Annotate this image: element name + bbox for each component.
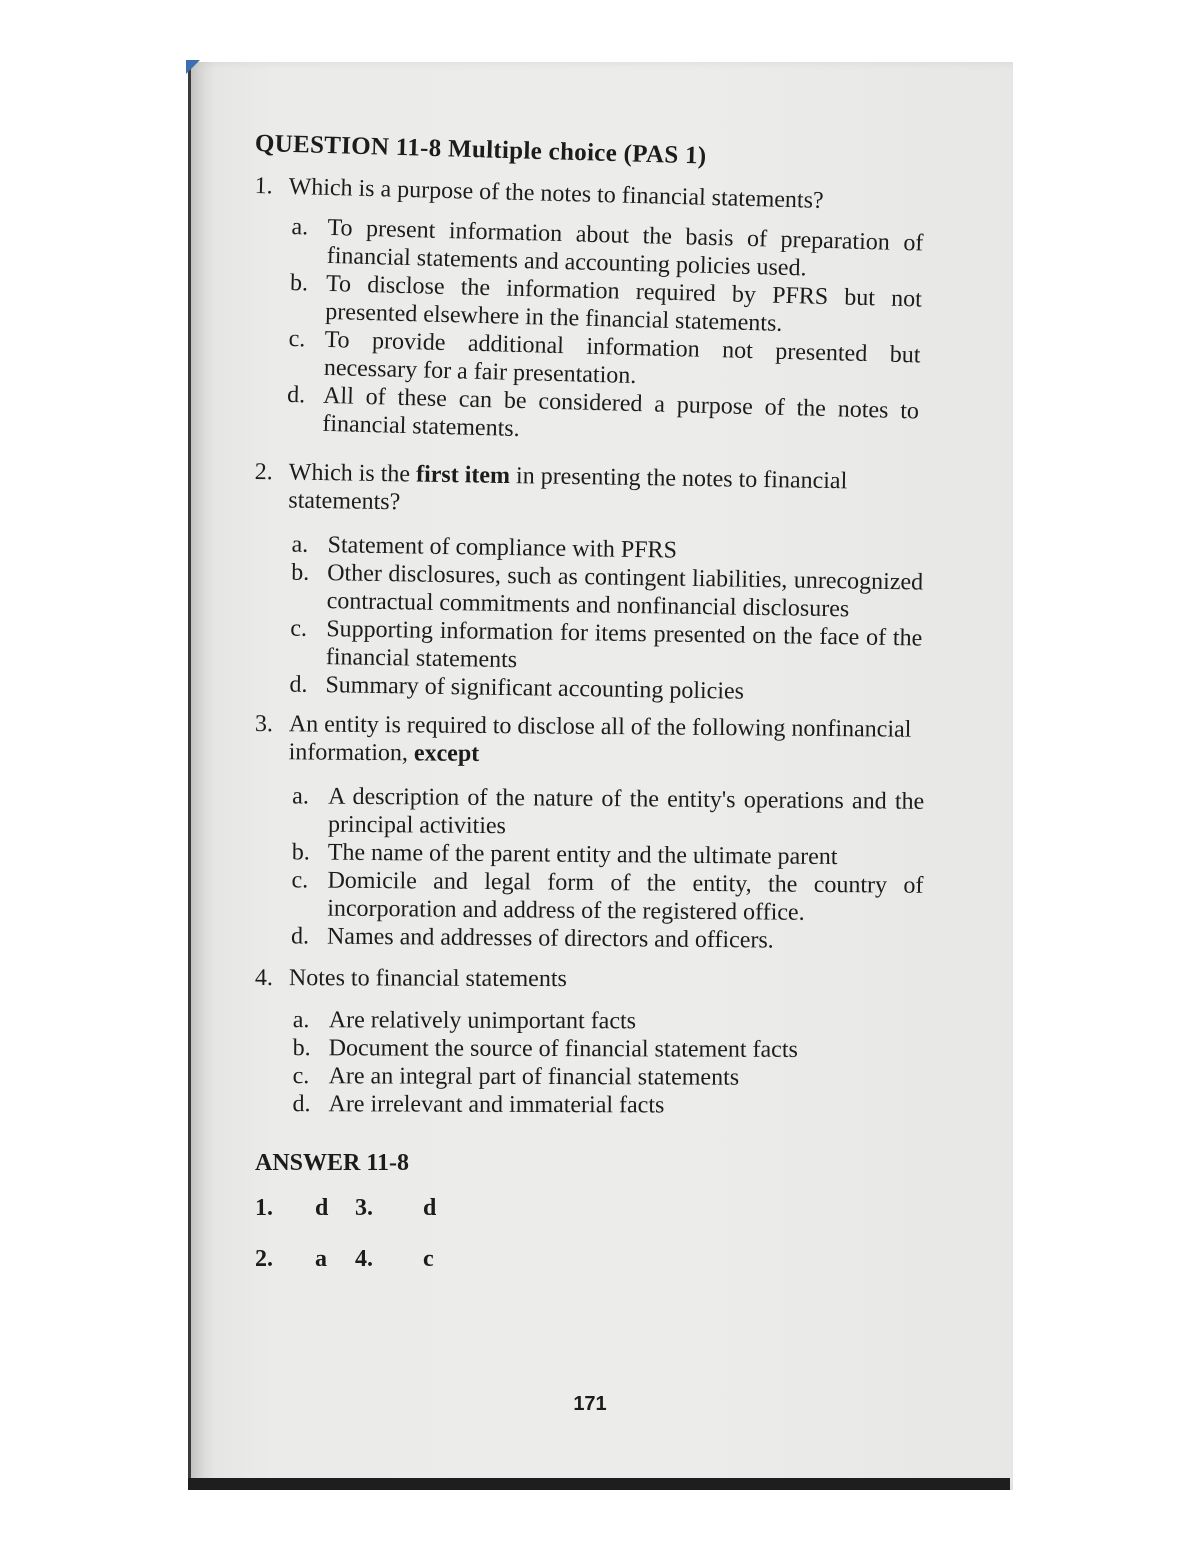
option-c — [293, 1062, 925, 1092]
option-letter: d. — [289, 671, 308, 698]
answer-letter: c — [423, 1246, 434, 1272]
option-letter: a. — [292, 783, 310, 810]
question-text: Notes to financial statements — [288, 965, 567, 993]
question-text-part: in presenting the notes to financial statements? — [288, 463, 848, 516]
answer-letter: d — [315, 1195, 329, 1221]
option-text: A description of the nature of the entity's operations and the principal activities — [327, 783, 925, 840]
option-letter: a. — [291, 213, 309, 241]
option-letter: b. — [289, 269, 309, 297]
page-content — [255, 130, 925, 1273]
option-letter: d. — [292, 1091, 311, 1118]
option-text: Document the source of financial statement facts — [328, 1035, 798, 1063]
option-letter: d. — [290, 923, 310, 950]
option-list — [289, 531, 924, 709]
option-text: Are relatively unimportant facts — [328, 1007, 637, 1035]
option-letter: c. — [288, 325, 306, 353]
question-emphasis: except — [413, 740, 480, 767]
option-text: Domicile and legal form of the entity, the country of incorporation and address of the registered office. — [327, 867, 924, 926]
answer-letter: a — [315, 1246, 327, 1272]
option-letter: b. — [291, 559, 310, 586]
question-number: 2. — [254, 458, 273, 486]
question-3 — [253, 710, 925, 956]
option-c — [290, 615, 923, 681]
question-1 — [248, 172, 925, 453]
question-number: 3. — [254, 710, 273, 738]
option-text: To present information about the basis of preparation of financial statements and accounting policies used. — [326, 214, 924, 282]
option-letter: b. — [291, 839, 310, 866]
option-list — [292, 1006, 924, 1120]
option-b — [293, 1034, 925, 1064]
question-text — [288, 459, 925, 525]
option-a — [292, 782, 924, 844]
question-number: 1. — [254, 172, 273, 200]
option-c — [291, 866, 923, 928]
option-text: To disclose the information required by PFRS but not presented elsewhere in the financial statements. — [325, 270, 923, 337]
option-letter: a. — [291, 531, 309, 558]
option-letter: d. — [286, 381, 306, 409]
option-text: Supporting information for items presented on the face of the financial statements — [325, 616, 923, 674]
option-list — [286, 213, 924, 453]
corner-mark — [186, 60, 200, 74]
option-text: Other disclosures, such as contingent liabilities, unrecognized contractual commitments and nonfinancial disclosures — [326, 560, 924, 623]
answer-letter: d — [423, 1195, 437, 1221]
question-emphasis: first item — [415, 461, 511, 490]
option-text: The name of the parent entity and the ultimate parent — [327, 839, 838, 871]
page-number: 171 — [573, 1393, 607, 1415]
answer-number: 3. — [355, 1195, 373, 1221]
option-d — [291, 922, 923, 956]
question-2 — [251, 458, 925, 708]
option-text: To provide additional information not presented but necessary for a fair presentation. — [323, 326, 921, 390]
option-text: Names and addresses of directors and officers. — [326, 923, 774, 954]
question-text — [289, 710, 925, 772]
option-letter: a. — [292, 1007, 310, 1034]
page-bottom-edge — [188, 1478, 1010, 1490]
question-text-part: An entity is required to disclose all of the following nonfinancial information, — [288, 711, 912, 767]
option-text: Summary of significant accounting policies — [325, 672, 745, 705]
option-letter: c. — [290, 615, 308, 642]
question-heading: QUESTION 11-8 Multiple choice (PAS 1) — [254, 130, 707, 170]
option-d — [292, 1090, 924, 1120]
answer-number: 1. — [255, 1195, 273, 1221]
option-text: Are irrelevant and immaterial facts — [328, 1091, 665, 1119]
answer-number: 4. — [355, 1246, 373, 1272]
option-text: Statement of compliance with PFRS — [327, 532, 678, 564]
answer-number: 2. — [255, 1246, 273, 1272]
option-list — [291, 782, 924, 956]
option-letter: b. — [292, 1035, 311, 1062]
option-b — [291, 559, 924, 625]
question-text: Which is a purpose of the notes to financial statements? — [288, 173, 824, 214]
option-text: Are an integral part of financial statements — [328, 1063, 740, 1091]
question-number: 4. — [254, 965, 273, 992]
option-letter: c. — [292, 1063, 310, 1090]
option-text: All of these can be considered a purpose of the notes to financial statements. — [322, 382, 920, 443]
question-text-part: Which is the — [288, 459, 417, 488]
option-a — [293, 1006, 925, 1036]
answer-key — [255, 1195, 925, 1273]
question-4 — [254, 964, 925, 1120]
answer-heading: ANSWER 11-8 — [255, 1150, 410, 1176]
option-letter: c. — [291, 867, 309, 894]
